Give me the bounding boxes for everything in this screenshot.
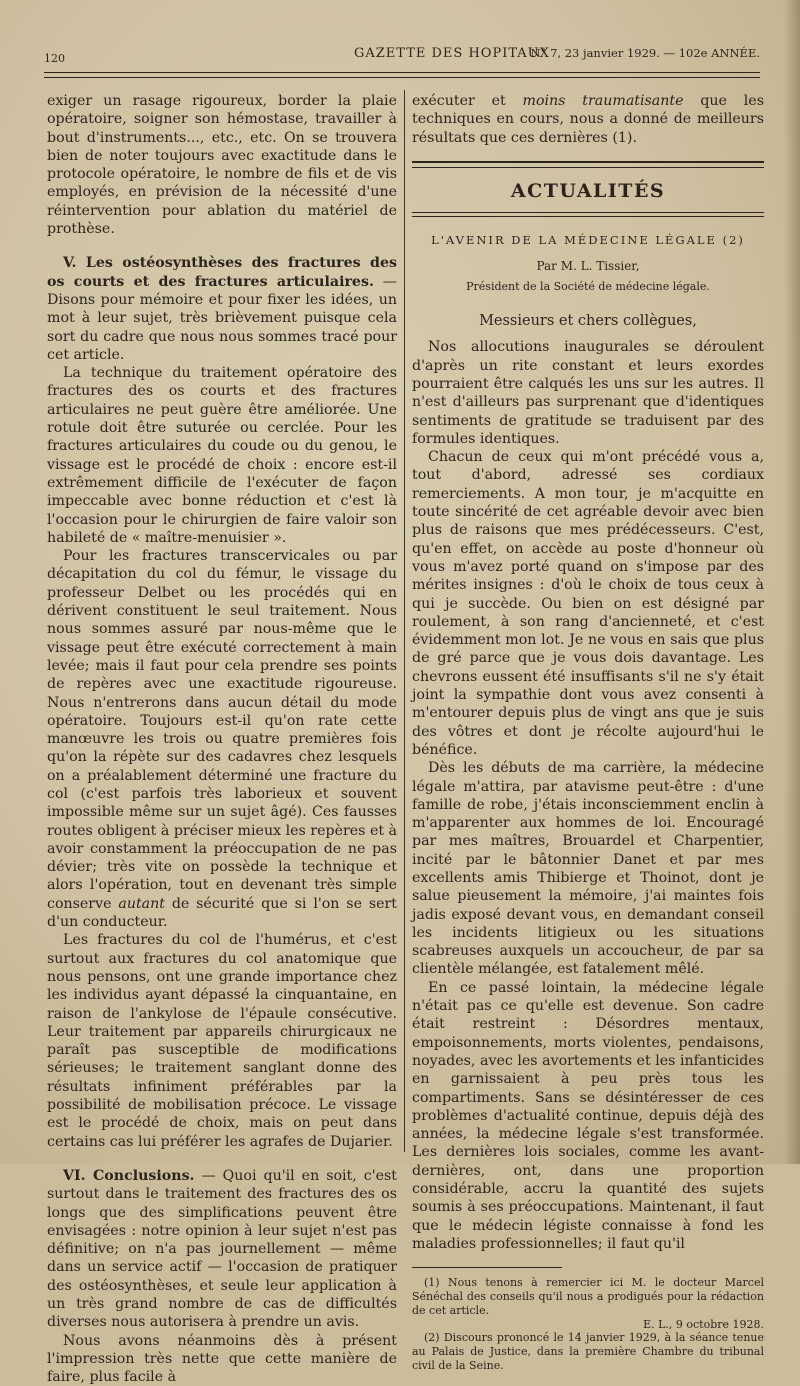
footnote-signature: E. L., 9 octobre 1928. (643, 1317, 764, 1331)
column-divider (404, 90, 405, 1152)
paragraph: Nos allocutions inaugurales se déroulent d'après un rite constant et leurs exordes pourraient être calqués les uns sur les autres. Il n'est d'ailleurs pas surprenant que d'identiques sentiments de gratitude se traduisent par des formules identiques. (412, 339, 764, 447)
section-paragraph (47, 254, 397, 364)
paragraph: Chacun de ceux qui m'ont précédé vous a, tout d'abord, adressé ses cordiaux remerciements. A mon tour, je m'acquitte en toute sincérité de cet agréable devoir avec bien plus de raisons que mes prédécesseurs. C'est, qu'en effet, on accède au poste d'honneur où vous m'avez porté quand on s'impose par des mérites insignes : d'où le choix de tous ceux à qui je succède. Ou bien on est désigné par roulement, à son rang d'ancienneté, et c'est évidemment mon lot. Je ne vous en sais que plus de gré parce que je vous dois davantage. Les chevrons eussent été insuffisants s'il ne s'y était joint la sympathie dont vous avez consenti à m'entourer depuis plus de vingt ans que je suis des vôtres et dont je récolte aujourd'hui le bénéfice. (412, 449, 764, 758)
salutation: Messieurs et chers collègues, (479, 313, 697, 330)
paragraph (412, 92, 764, 147)
byline: Par M. L. Tissier, (536, 259, 640, 274)
footnotes (412, 1276, 764, 1373)
right-column (412, 92, 764, 1373)
paragraph: Nous avons néanmoins dès à présent l'impression très nette que cette manière de faire, plus facile à (47, 1332, 397, 1386)
paragraph (47, 547, 397, 931)
journal-title: GAZETTE DES HOPITAUX (354, 46, 550, 61)
text-run: exécuter et (412, 93, 523, 109)
paragraph: Les fractures du col de l'humérus, et c'est surtout aux fractures du col anatomique que nous pensons, ont une grande importance chez les individus ayant dépassé la cinquantaine, en raison de l'ankylose de l'épaule consécutive. Leur traitement par appareils chirurgicaux ne paraît pas susceptible de modifications sérieuses; le traitement sanglant donne des résultats infiniment préférables par la possibilité de mobilisation précoce. Le vissage est le procédé de choix, mais on peut dans certains cas lui préférer les agrafes de Dujarier. (47, 932, 397, 1150)
paragraph: exiger un rasage rigoureux, border la plaie opératoire, soigner son hémostase, travailler à bout d'instruments..., etc., etc. On se trouvera bien de noter toujours avec exactitude dans le protocole opératoire, le nombre de fils et de vis employés, en prévision de la nécessité d'une réintervention pour ablation du matériel de prothèse. (47, 93, 397, 238)
paragraph: La technique du traitement opératoire des fractures des os courts et des fractures articulaires ne peut guère être améliorée. Une rotule doit être suturée ou cerclée. Pour les fractures articulaires du coude ou du genou, le vissage est le procédé de choix : encore est-il extrêmement difficile de l'exécuter de façon impeccable avec bonne réduction et c'est là l'occasion pour le chirurgien de faire valoir son habileté de « maître-menuisier ». (47, 365, 397, 546)
byline-affiliation: Président de la Société de médecine légale. (466, 279, 710, 293)
footnote-rule (412, 1267, 562, 1268)
paragraph: En ce passé lointain, la médecine légale n'était pas ce qu'elle est devenue. Son cadre était restreint : Désordres mentaux, empoisonnements, morts violentes, pendaisons, noyades, avec les avortements et les infanticides en garnissaient à peu près tous les compartiments. Sans se désintéresser de ces problèmes d'actualité continue, depuis déjà des années, la médecine légale s'est transformée. Les dernières lois sociales, comme les avant-dernières, ont, dans une proportion considérable, accru la quantité des sujets soumis à ses préoccupations. Maintenant, il faut que le médecin légiste connaisse à fond les maladies professionnelles; il faut qu'il (412, 979, 764, 1252)
emphasis: moins traumatisante (522, 93, 684, 109)
section-paragraph (47, 1167, 397, 1332)
banner-rule-top (412, 161, 764, 168)
left-column (47, 92, 397, 1386)
text-run: Pour les fractures transcervicales ou par décapitation du col du fémur, le vissage du professeur Delbet ou les procédés qui en dérivent constituent le seul traitement. Nous nous sommes assuré par nous-même que le vissage peut être exécuté correctement à main levée; mais il faut pour cela prendre ses points de repères avec une exactitude rigoureuse. Nous n'entrerons dans aucun détail du mode opératoire. Toujours est-il qu'on rate cette manœuvre les trois ou quatre premières fois qu'on la répète sur des cadavres chez lesquels on a préalablement déterminé une fracture du col (c'est parfois très laborieux et souvent impossible même sur un sujet âgé). Ces fausses routes obligent à préciser mieux les repères et à avoir constamment la préoccupation de ne pas dévier; très vite on possède la technique et alors l'opération, tout en devenant très simple conserve (47, 548, 398, 912)
text-run: que les techniques en cours, nous a donné de meilleurs résultats que ces dernières (1). (412, 93, 764, 146)
section-text: — Quoi qu'il en soit, c'est surtout dans le traitement des fractures des os longs que des simplifications peuvent être envisagées : notre opinion à leur sujet n'est pas définitive; on n'a pas journellement — même dans un service actif — l'occasion de pratiquer des ostéosynthèses, et seule leur application à un très grand nombre de cas de difficultés diverses nous autorisera à prendre un avis. (47, 1167, 397, 1331)
footnote: (1) Nous tenons à remercier ici M. le docteur Marcel Sénéchal des conseils qu'il nous a prodigués pour la rédaction de cet article. (412, 1276, 764, 1317)
section-banner: ACTUALITÉS (510, 179, 666, 202)
page-edge-shadow (784, 0, 800, 1164)
page-header (44, 44, 760, 68)
issue-info: N° 7, 23 janvier 1929. — 102e ANNÉE. (530, 46, 760, 60)
section-heading: V. Les ostéosynthèses des fractures des os courts et des fractures articulaires. (47, 255, 397, 290)
header-rule (44, 72, 760, 78)
article-title: L'AVENIR DE LA MÉDECINE LÉGALE (2) (431, 233, 745, 248)
banner-rule-bottom (412, 212, 764, 217)
footnote: (2) Discours prononcé le 14 janvier 1929, à la séance tenue au Palais de Justice, dans la première Chambre du tribunal civil de la Seine. (412, 1331, 764, 1372)
page-number: 120 (44, 52, 65, 65)
paragraph: Dès les débuts de ma carrière, la médecine légale m'attira, par atavisme peut-être : d'une famille de robe, j'étais inconsciemment enclin à m'apparenter aux hommes de loi. Encouragé par mes maîtres, Brouardel et Charpentier, incité par le bâtonnier Danet et par mes excellents amis Thibierge et Thoinot, dont je salue pieusement la mémoire, j'ai maintes fois jadis exposé devant vous, en demandant conseil les incidents litigieux ou les situations scabreuses auxquels un accoucheur, de par sa clientèle mélangée, est fatalement mêlé. (412, 760, 764, 978)
text-run: de sécurité que si l'on se sert d'un conducteur. (47, 895, 397, 931)
section-text: — Disons pour mémoire et pour fixer les idées, un mot à leur sujet, très brièvement puisque cela sort du cadre que nous nous sommes tracé pour cet article. (47, 273, 397, 363)
section-heading: VI. Conclusions. (63, 1167, 195, 1184)
emphasis: autant (118, 895, 165, 912)
